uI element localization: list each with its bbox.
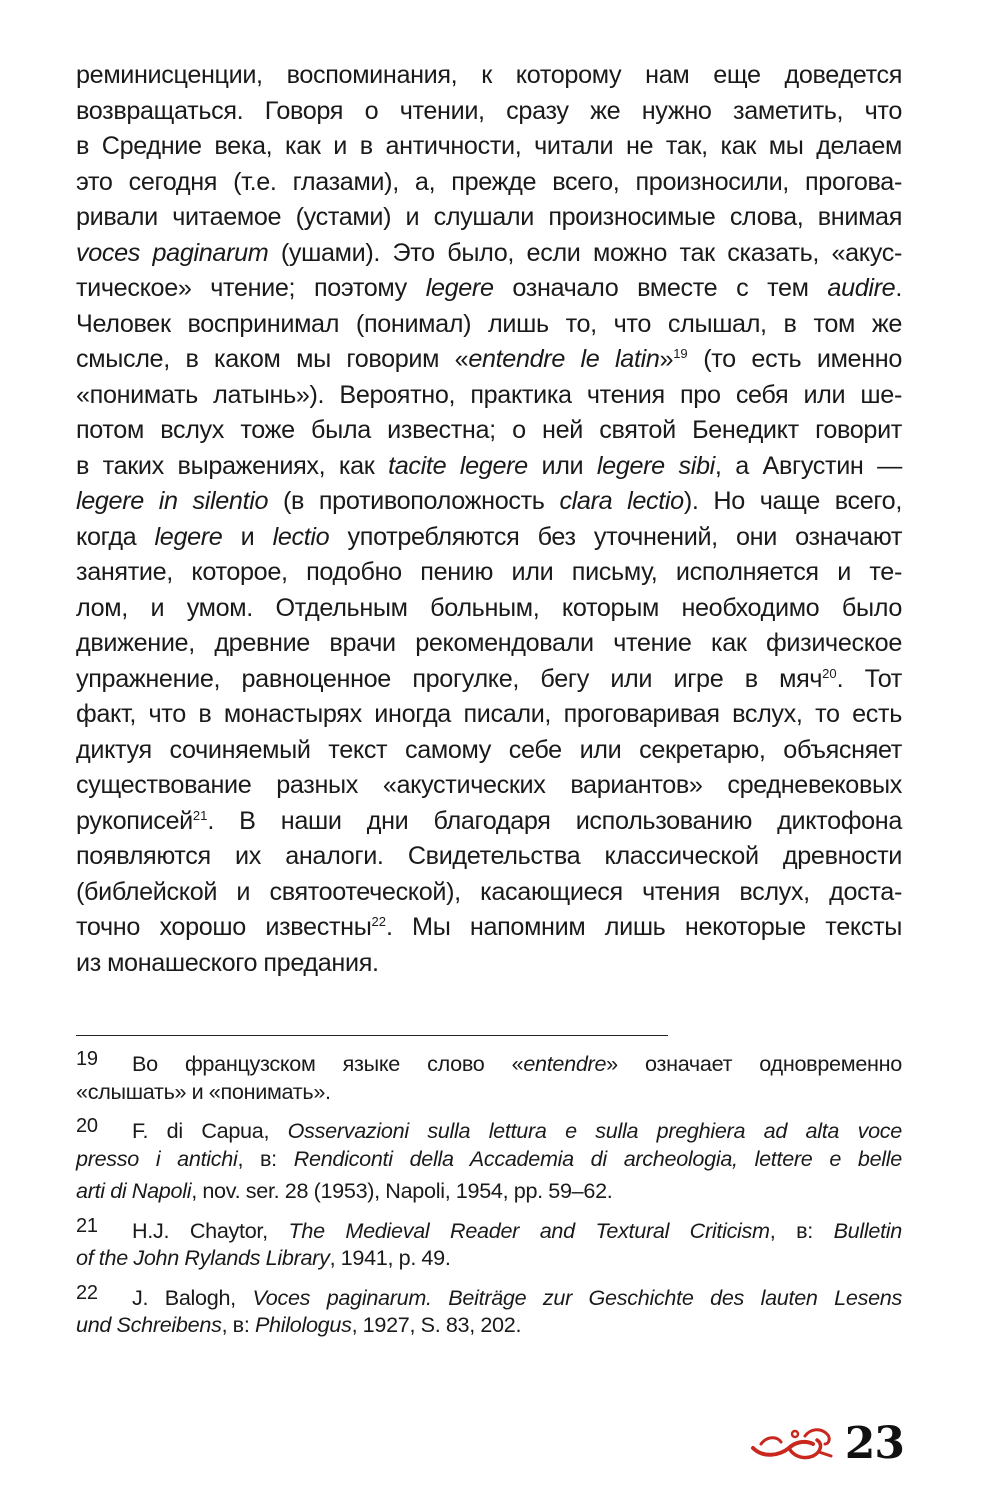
text-line: появляются их аналоги. Свидетельства классической древности [76, 842, 902, 870]
text-line: смысле, в каком мы говорим «entendre le latin»$^{19}$ (то есть именно [76, 345, 902, 373]
footnote-21 [76, 1210, 902, 1275]
footnote-ref-21[interactable]: 21 [192, 807, 208, 823]
text-line: ривали читаемое (устами) и слушали произносимые слова, внимая [76, 203, 902, 231]
footnote-line: presso i antichi, в: Rendiconti della Accademia di archeologia, lettere e belle [76, 1145, 902, 1171]
text-line: занятие, которое, подобно пению или письму, исполняется и те- [76, 558, 902, 586]
footnote-separator [76, 1035, 668, 1036]
main-text [76, 58, 902, 981]
text-line: тическое» чтение; поэтому legere означало вместе с тем audire. [76, 274, 902, 302]
text-line: в таких выражениях, как tacite legere или legere sibi, а Августин — [76, 451, 902, 480]
text-line: факт, что в монастырях иногда писали, проговаривая вслух, то есть [76, 700, 902, 728]
footnote-line: 20 F. di Capua, Osservazioni sulla lettura e sulla preghiera ad alta voce [76, 1110, 902, 1143]
text-line: legere in silentio (в противоположность clara lectio). Но чаще всего, [76, 487, 902, 515]
footnote-ref-20[interactable]: 20 [822, 665, 837, 681]
text-line: «понимать латынь»). Вероятно, практика чтения про себя или ше- [76, 380, 902, 409]
footnote-20 [76, 1110, 902, 1208]
footnote-line: 21 H.J. Chaytor, The Medieval Reader and Textural Criticism, в: Bulletin [76, 1210, 902, 1243]
footnote-line: 19 Во французском языке слово «entendre» означает одновременно [76, 1043, 902, 1076]
text-line: лом, и умом. Отдельным больным, которым необходимо было [76, 593, 902, 622]
footnote-line: 22 J. Balogh, Voces paginarum. Beiträge zur Geschichte des lauten Lesens [76, 1277, 902, 1310]
text-line: движение, древние врачи рекомендовали чтение как физическое [76, 629, 902, 657]
footnote-number: 19 [76, 1048, 98, 1070]
text-line: точно хорошо известны$^{22}$. Мы напомним лишь некоторые тексты [76, 913, 903, 941]
text-line: диктуя сочиняемый текст самому себе или секретарю, объясняет [76, 735, 902, 764]
text-line: это сегодня (т.е. глазами), а, прежде всего, произносили, прогова- [76, 167, 902, 196]
footnote-number: 21 [76, 1214, 98, 1237]
text-line: Человек воспринимал (понимал) лишь то, что слышал, в том же [76, 309, 902, 338]
text-line: когда legere и lectio употребляются без уточнений, они означают [76, 522, 903, 551]
footnotes [76, 1043, 902, 1344]
footnote-line: of the John Rylands Library, 1941, p. 49. [76, 1245, 451, 1270]
text-line: из монашеского предания. [76, 948, 379, 977]
scroll-ornament-icon [749, 1422, 835, 1466]
footnote-number: 20 [76, 1115, 98, 1137]
footnote-ref-19[interactable]: 19 [673, 346, 688, 361]
text-line: (библейской и святоотеческой), касающиеся чтения вслух, доста- [76, 877, 902, 906]
footnote-22 [76, 1277, 902, 1342]
page-number: 23 [844, 1418, 904, 1469]
text-line: возвращаться. Говоря о чтении, сразу же нужно заметить, что [76, 96, 902, 125]
text-line: упражнение, равноценное прогулке, бегу или игре в мяч$^{20}$. Тот [76, 664, 902, 693]
text-line: voces paginarum (ушами). Это было, если можно так сказать, «акус- [76, 238, 902, 267]
footnote-number: 22 [76, 1281, 98, 1304]
text-line: существование разных «акустических вариантов» средневековых [76, 771, 902, 799]
footnote-19 [76, 1043, 902, 1108]
footnote-ref-22[interactable]: 22 [371, 914, 386, 929]
text-line: рукописей$^{21}$. В наши дни благодаря использованию диктофона [76, 806, 902, 835]
footnote-line: «слышать» и «понимать». [76, 1078, 331, 1104]
page-folio [749, 1418, 904, 1469]
footnote-line: arti di Napoli, nov. ser. 28 (1953), Napoli, 1954, pp. 59–62. [76, 1178, 613, 1203]
footnote-line: und Schreibens, в: Philologus, 1927, S. 83, 202. [76, 1312, 522, 1337]
text-line: в Средние века, как и в античности, читали не так, как мы делаем [76, 132, 902, 160]
text-line: потом вслух тоже была известна; о ней святой Бенедикт говорит [76, 416, 902, 444]
text-line: реминисценции, воспоминания, к которому нам еще доведется [76, 61, 902, 89]
